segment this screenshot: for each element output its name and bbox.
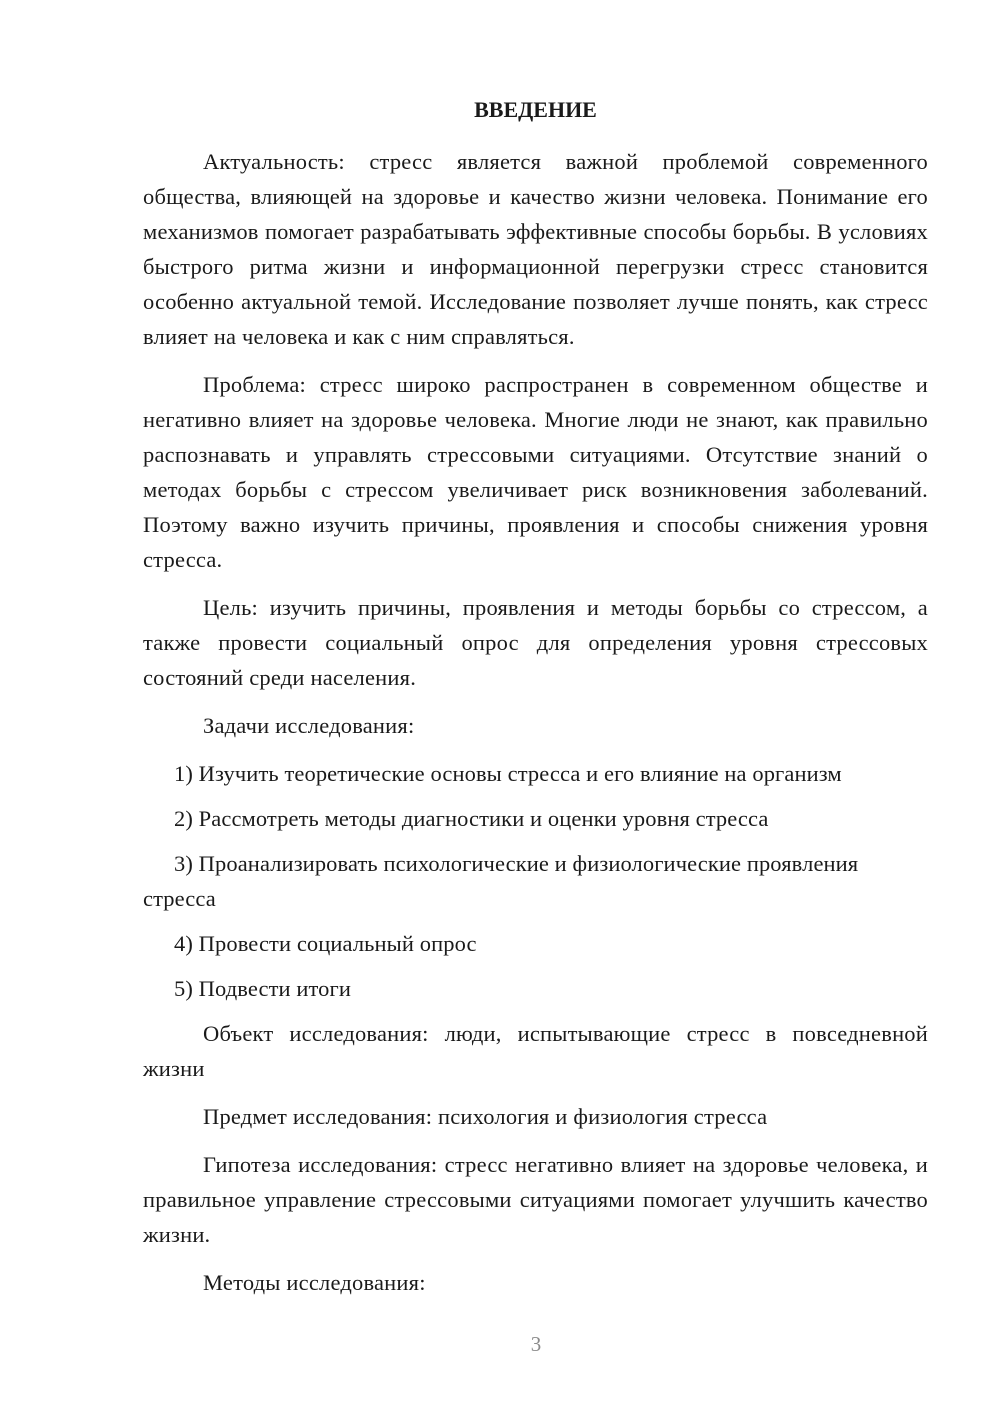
object-paragraph: Объект исследования: люди, испытывающие стресс в повседневной жизни — [143, 1021, 928, 1081]
task-item: 4) Провести социальный опрос — [174, 931, 477, 956]
task-item: 3) Проанализировать психологические и физиологические проявления стресса — [143, 851, 859, 911]
page-content — [143, 92, 928, 1313]
page-number: 3 — [530, 1332, 542, 1356]
methods-heading: Методы исследования: — [203, 1270, 426, 1295]
problem-paragraph: Проблема: стресс широко распространен в современном обществе и негативно влияет на здоровье человека. Многие люди не знают, как правильно распознавать и управлять стрессовыми ситуациями. Отсутствие знаний о методах борьбы с стрессом увеличивает риск возникновения заболеваний. Поэтому важно изучить причины, проявления и способы снижения уровня стресса. — [143, 372, 928, 572]
task-item: 5) Подвести итоги — [174, 976, 351, 1001]
task-item: 2) Рассмотреть методы диагностики и оценки уровня стресса — [174, 806, 769, 831]
tasks-heading: Задачи исследования: — [203, 713, 415, 738]
hypothesis-paragraph: Гипотеза исследования: стресс негативно влияет на здоровье человека, и правильное управление стрессовыми ситуациями помогает улучшить качество жизни. — [143, 1152, 928, 1247]
subject-paragraph: Предмет исследования: психология и физиология стресса — [203, 1104, 768, 1129]
section-title: ВВЕДЕНИЕ — [474, 97, 597, 122]
task-item: 1) Изучить теоретические основы стресса и его влияние на организм — [174, 761, 842, 786]
relevance-paragraph: Актуальность: стресс является важной проблемой современного общества, влияющей на здоровье и качество жизни человека. Понимание его механизмов помогает разрабатывать эффективные способы борьбы. В условиях быстрого ритма жизни и информационной перегрузки стресс становится особенно актуальной темой. Исследование позволяет лучше понять, как стресс влияет на человека и как с ним справляться. — [143, 149, 928, 349]
goal-paragraph: Цель: изучить причины, проявления и методы борьбы со стрессом, а также провести социальный опрос для определения уровня стрессовых состояний среди населения. — [143, 595, 928, 690]
